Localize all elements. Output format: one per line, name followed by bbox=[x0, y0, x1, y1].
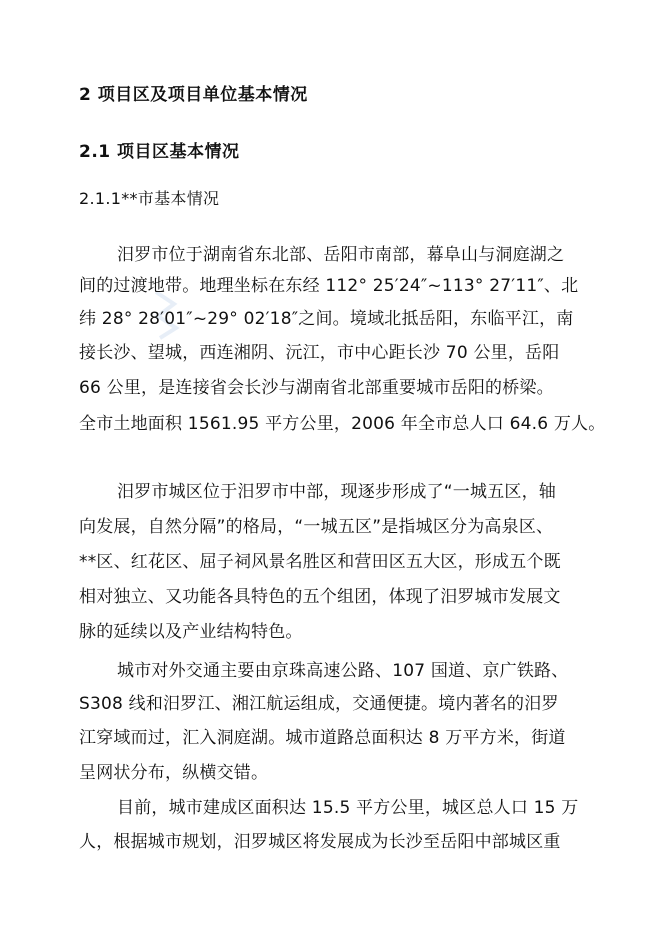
paragraph-line: 目前，城市建成区面积达 15.5 平方公里，城区总人口 15 万 bbox=[117, 798, 579, 818]
paragraph-line: 相对独立、又功能各具特色的五个组团，体现了汨罗城市发展文 bbox=[79, 587, 561, 607]
paragraph-line: 接长沙、望城，西连湘阴、沅江，市中心距长沙 70 公里，岳阳 bbox=[79, 343, 560, 363]
paragraph-line: 汨罗市城区位于汨罗市中部，现逐步形成了“一城五区，轴 bbox=[117, 482, 557, 502]
paragraph-line: 66 公里，是连接省会长沙与湖南省北部重要城市岳阳的桥梁。 bbox=[79, 378, 554, 398]
paragraph-line: 间的过渡地带。地理坐标在东经 112° 25′24″~113° 27′11″、北 bbox=[79, 276, 579, 296]
paragraph-line: 脉的延续以及产业结构特色。 bbox=[79, 622, 303, 642]
paragraph-line: 纬 28° 28′01″~29° 02′18″之间。境域北抵岳阳，东临平江，南 bbox=[79, 309, 574, 329]
paragraph-line: 呈网状分布，纵横交错。 bbox=[79, 763, 269, 783]
paragraph-line: 全市土地面积 1561.95 平方公里，2006 年全市总人口 64.6 万人。 bbox=[79, 414, 606, 434]
subsection-heading: 2.1 项目区基本情况 bbox=[79, 142, 240, 162]
paragraph-line: 人，根据城市规划，汨罗城区将发展成为长沙至岳阳中部城区重 bbox=[79, 832, 561, 852]
paragraph-line: 汨罗市位于湖南省东北部、岳阳市南部，幕阜山与洞庭湖之 bbox=[117, 245, 565, 265]
section-heading: 2 项目区及项目单位基本情况 bbox=[79, 85, 308, 105]
subsubsection-heading: 2.1.1**市基本情况 bbox=[79, 189, 220, 208]
paragraph-line: 江穿域而过，汇入洞庭湖。城市道路总面积达 8 万平方米，街道 bbox=[79, 728, 566, 748]
paragraph-line: **区、红花区、屈子祠风景名胜区和营田区五大区，形成五个既 bbox=[79, 552, 561, 572]
paragraph-line: S308 线和汨罗江、湘江航运组成，交通便捷。境内著名的汨罗 bbox=[79, 694, 559, 714]
paragraph-line: 向发展，自然分隔”的格局，“一城五区”是指城区分为高泉区、 bbox=[79, 517, 554, 537]
paragraph-line: 城市对外交通主要由京珠高速公路、107 国道、京广铁路、 bbox=[117, 661, 569, 681]
